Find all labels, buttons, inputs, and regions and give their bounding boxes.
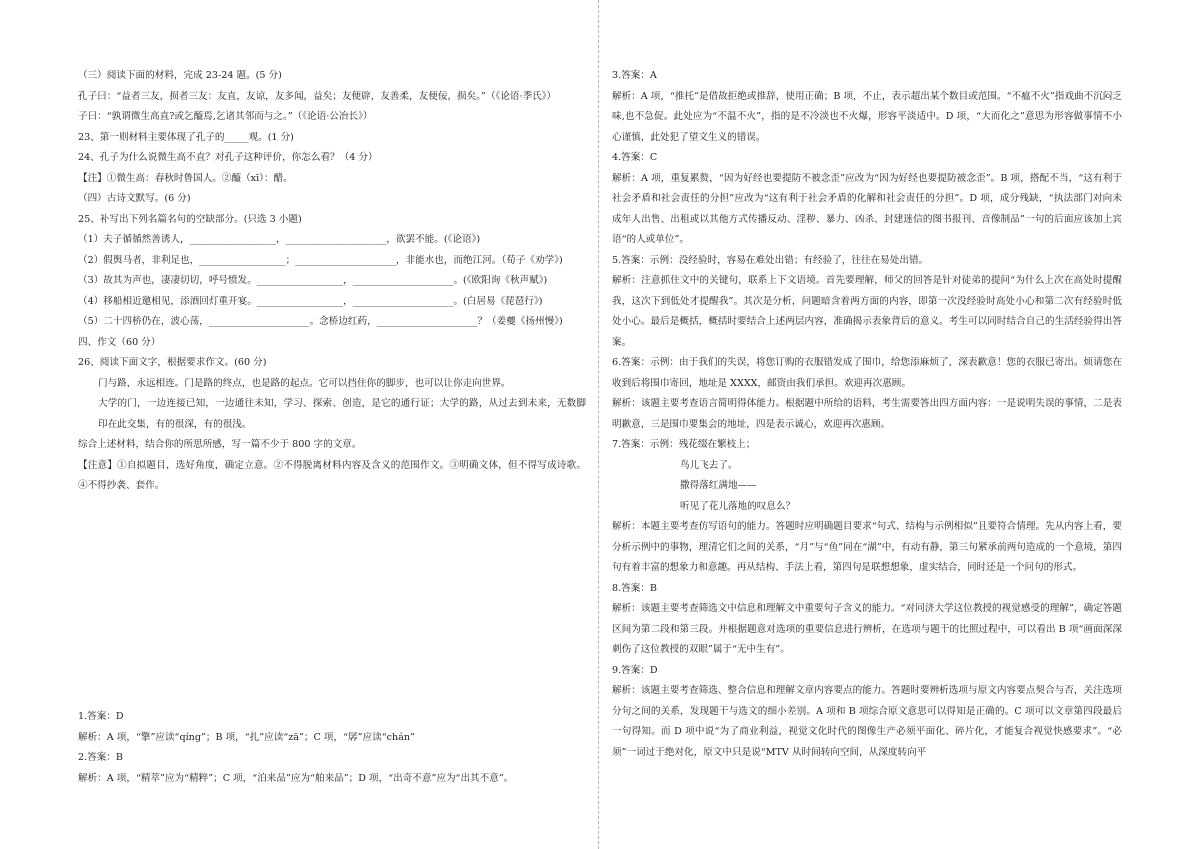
left-top-line: 子曰：“孰谓微生高直?或乞醯焉,乞诸其邻而与之。”（《论语·公冶长》）: [78, 111, 373, 122]
right-column-answers: [612, 66, 1122, 763]
right-line: 撒得落红满地——: [680, 480, 757, 491]
right-line: 听见了花儿落地的叹息么？: [680, 500, 796, 512]
left-top-line: （5）二十四桥仍在，波心荡，_____________________。念桥边红药，_____________________？（姜夔《扬州慢》): [78, 316, 563, 327]
right-line: 3.答案：A: [612, 70, 657, 81]
right-line: 解析：该题主要考查筛选、整合信息和理解文章内容要点的能力。答题时要辨析选项与原文内容要点契合与否，关注选项分句之间的关系，发现题干与选文的细小差别。A 项和 B 项综合原文意思可以得知是正确的。C 项可以文章第四段最后一句得知。而 D 项中说“为了商业利益，视觉文化时代的图像生产必须平面化、碎片化，才能复合视觉快感要求”。“必须”一词过于绝对化，原文中只是说“MTV 从时间转向空间，从深度转向平: [612, 685, 1122, 758]
left-top-line: 孔子曰：“益者三友，损者三友：友直，友谅，友多闻，益矣；友便辟，友善柔，友便佞，损矣。”（《论语·季氏》）: [78, 90, 557, 102]
left-top-line: 26、阅读下面文字，根据要求作文。(60 分): [78, 357, 267, 368]
page-divider: [598, 0, 599, 849]
left-top-line: （三）阅读下面的材料，完成 23-24 题。(5 分): [78, 70, 282, 81]
left-top-line: 大学的门，一边连接已知，一边通往未知，学习、探索、创造，是它的通行证；大学的路，从过去到未来，无数脚印在此交集，有的很深，有的很浅。: [98, 398, 586, 430]
right-line: 6.答案：示例：由于我们的失误，将您订购的衣服错发成了围巾，给您添麻烦了，深表歉意！您的衣服已寄出。烦请您在收到后将围巾寄回，地址是 XXXX，邮资由我们承担。欢迎再次惠顾。: [612, 357, 1122, 389]
right-line: 解析：注意抓住文中的关键句，联系上下文语境。首先要理解，师父的回答是针对徒弟的提问“为什么上次在高处时提醒我，这次下到低处才提醒我”。其次是分析，问题暗含着两方面的内容，即第一次没经验时高处小心和第二次有经验时低处小心。最后是概括，概括时要结合上述两层内容，准确揭示表象背后的意义。考生可以同时结合自己的生活经验得出答案。: [612, 275, 1122, 348]
left-column-questions: [78, 66, 586, 497]
left-top-line: 门与路，永远相连。门是路的终点，也是路的起点。它可以挡住你的脚步，也可以让你走向世界。: [98, 377, 511, 389]
left-top-line: （四）古诗文默写。(6 分): [78, 193, 191, 204]
left-top-line: 【注】①微生高：春秋时鲁国人。②醯（xī）：醋。: [78, 172, 293, 184]
left-top-line: （4）移船相近邀相见，添酒回灯重开宴。__________________，_____________________。(白居易《琵琶行》): [78, 295, 543, 307]
left-column-answers: [78, 707, 586, 789]
right-line: 解析：A 项，“推托”是借故拒绝或推辞，使用正确；B 项，不止，表示超出某个数目或范围。“不瘟不火”指戏曲不沉闷乏味,也不急促。此处应为“不温不火”，指的是不冷淡也不火爆，形容平淡适中。D 项，“大而化之”意思为形容做事情不小心谨慎，此处犯了望文生义的错误。: [612, 90, 1122, 143]
right-line: 解析：本题主要考查仿写语句的能力。答题时应明确题目要求“句式、结构与示例相似”且要符合情理。先从内容上看，要分析示例中的事物，理清它们之间的关系，“月”与“鱼”同在“湖”中，有动有静，第三句紧承前两句造成的一个意境，第四句有着丰富的想象力和意趣。再从结构、手法上看，第四句是联想想象，虚实结合，同时还是一个问句的形式。: [612, 521, 1122, 573]
right-line: 8.答案：B: [612, 582, 657, 594]
right-line: 鸟儿飞去了。: [680, 459, 738, 471]
left-top-line: 【注意】①自拟题目，选好角度，确定立意。②不得脱离材料内容及含义的范围作文。③明确文体，但不得写成诗歌。④不得抄袭、套作。: [78, 459, 586, 491]
left-top-line: （3）故其为声也，凄凄切切，呼号愤发。__________________，_____________________。(《欧阳询《秋声赋》): [78, 275, 548, 286]
right-line: 9.答案：D: [612, 664, 658, 676]
right-line: 7.答案：示例：残花缀在繁枝上；: [612, 439, 756, 450]
left-bottom-line: 2.答案：B: [78, 752, 123, 763]
left-bottom-line: 解析：A 项，“精萃”应为“精粹”；C 项，“泊来品”应为“舶来品”；D 项，“出奇不意”应为“出其不意”。: [78, 772, 514, 784]
left-top-line: 四、作文（60 分）: [78, 336, 161, 348]
left-bottom-line: 1.答案：D: [78, 711, 124, 722]
right-line: 解析：A 项，重复累赘，“因为好经也要提防不被念歪”应改为“因为好经也要提防被念歪”。B 项，搭配不当，“这有利于社会矛盾和社会责任的分担”应改为“这有利于社会矛盾的化解和社会责任的分担”。D 项，成分残缺，“执法部门对向未成年人出售、出租或以其他方式传播反动、淫秽、暴力、凶杀、封建迷信的图书报刊、音像制品”一句的后面应该加上宾语“的人或单位”。: [612, 172, 1122, 245]
right-line: 解析：该题主要考查筛选文中信息和理解文中重要句子含义的能力。“对同济大学这位教授的视觉感受的理解”，确定答题区间为第二段和第三段。并根据题意对选项的重要信息进行辨析，在选项与题干的比照过程中，可以看出 B 项“画面深深刺伤了这位教授的双眼”属于“无中生有”。: [612, 603, 1122, 655]
left-top-line: 综合上述材料，结合你的所思所感，写一篇不少于 800 字的文章。: [78, 439, 362, 450]
left-top-line: （2）假舆马者，非利足也，__________________；_____________________，非能水也，而绝江河。（荀子《劝学》): [78, 254, 563, 266]
right-line: 解析：该题主要考查语言简明得体能力。根据题中所给的语料，考生需要答出四方面内容：一是说明失误的事情，二是表明歉意，三是围巾要集会的地址，四是表示诚心，欢迎再次惠顾。: [612, 398, 1122, 430]
right-line: 4.答案：C: [612, 152, 658, 163]
left-top-line: 25、补写出下列名篇名句的空缺部分。(只选 3 小题): [78, 213, 302, 225]
left-top-line: （1）夫子循循然善诱人，__________________，_____________________，欲罢不能。(《论语》): [78, 234, 481, 245]
left-bottom-line: 解析：A 项，“擎”应读“qíng”；B 项，“扎”应读“zā”；C 项，“孱”应读“chán”: [78, 731, 415, 743]
left-top-line: 24、孔子为什么说微生高不直？对孔子这种评价，你怎么看？（4 分）: [78, 152, 378, 163]
right-line: 5.答案：示例：没经验时，容易在难处出错；有经验了，往往在易处出错。: [612, 254, 929, 266]
left-top-line: 23、第一则材料主要体现了孔子的_____观。(1 分): [78, 131, 294, 143]
